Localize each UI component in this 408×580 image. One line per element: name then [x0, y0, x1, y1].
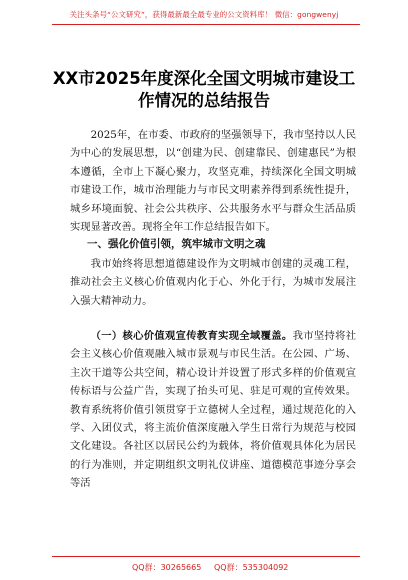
- subsection-1-lead: （一）核心价值观宣传教育实现全域覆盖。: [90, 330, 293, 342]
- subsection-1-paragraph: [70, 327, 356, 493]
- footer-qq-group-2: QQ群：535304092: [214, 563, 289, 572]
- subsection-1-text: 我市坚持将社会主义核心价值观融入城市景观与市民生活。在公园、广场、主次干道等公共空间，精心设计并设置了形式多样的价值观宣传标语与公益广告，实现了抬头可见、驻足可观的宣传效果。教育系统将价值引领贯穿于立德树人全过程，通过规范化的入学、入团仪式，将主流价值深度融入学生日常行为规范与校园文化建设。各社区以居民公约为载体，将价值观具体化为居民的行为准则，并定期组织文明礼仪讲座、道德模范事迹分享会等活: [70, 330, 357, 490]
- document-title-line-2: 作情况的总结报告: [138, 91, 270, 110]
- footer-qq-group-1: QQ群：30265665: [132, 563, 202, 572]
- document-title-line-1: XX市2025年度深化全国文明城市建设工: [52, 69, 356, 88]
- section-1-paragraph: 我市始终将思想道德建设作为文明城市创建的灵魂工程，推动社会主义核心价值观内化于心、外化于行，为城市发展注入强大精神动力。: [70, 258, 356, 307]
- header-banner: 关注头条号“公文研究”，获得最新最全最专业的公文资料库！ 微信：gongwenyj: [69, 10, 339, 19]
- header-divider: [52, 24, 360, 25]
- footer-divider: [52, 556, 360, 557]
- section-1-heading: 一、强化价值引领，筑牢城市文明之魂: [87, 238, 266, 250]
- intro-paragraph: 2025年，在市委、市政府的坚强领导下，我市坚持以人民为中心的发展思想，以“创建为民、创建靠民、创建惠民”为根本遵循，全市上下凝心聚力，攻坚克难，持续深化全国文明城市建设工作，城市治理能力与市民文明素养得到系统性提升，城乡环境面貌、社会公共秩序、公共服务水平与群众生活品质实现显著改善。现将全年工作总结报告如下。: [70, 129, 356, 234]
